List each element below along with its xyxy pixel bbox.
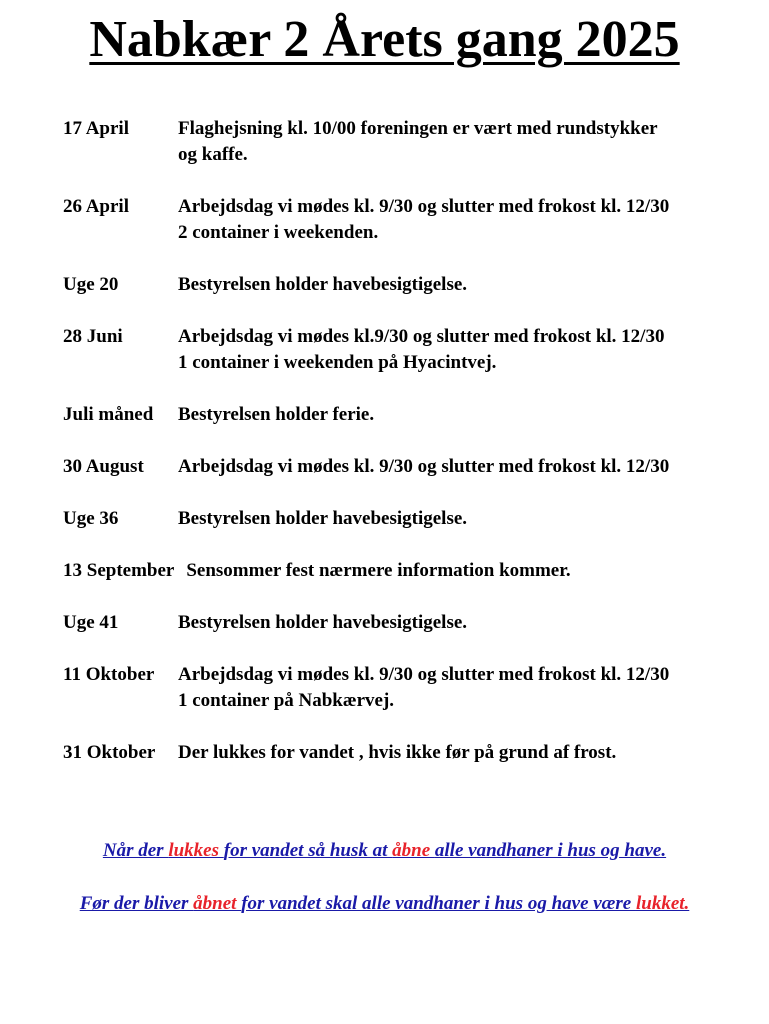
entry-date: 31 Oktober <box>63 742 156 763</box>
water-note-open <box>0 840 769 862</box>
schedule-entry <box>63 454 763 480</box>
schedule-entry <box>63 116 763 168</box>
entry-description <box>178 324 763 376</box>
schedule-entry <box>63 662 763 714</box>
note-text: for vandet skal alle vandhaner i hus og have være <box>241 893 636 914</box>
schedule-entry <box>63 740 763 766</box>
entry-date: 13 September <box>63 560 175 581</box>
entry-description <box>186 558 763 584</box>
entry-description <box>178 116 763 168</box>
entry-line: Arbejdsdag vi mødes kl. 9/30 og slutter med frokost kl. 12/30 <box>178 456 670 477</box>
entry-line: Arbejdsdag vi mødes kl.9/30 og slutter med frokost kl. 12/30 <box>178 326 665 347</box>
entry-line: Bestyrelsen holder ferie. <box>178 404 375 425</box>
entry-line: Der lukkes for vandet , hvis ikke før på grund af frost. <box>178 742 617 763</box>
entry-description <box>178 610 763 636</box>
entry-line: Arbejdsdag vi mødes kl. 9/30 og slutter med frokost kl. 12/30 <box>178 664 670 685</box>
entry-date: Uge 20 <box>63 274 119 295</box>
schedule-entry <box>63 558 763 584</box>
entry-description <box>178 402 763 428</box>
entry-description <box>178 194 763 246</box>
page-title: Nabkær 2 Årets gang 2025 <box>89 11 680 68</box>
entry-line: Bestyrelsen holder havebesigtigelse. <box>178 508 468 529</box>
entry-line: 1 container på Nabkærvej. <box>178 690 395 711</box>
entry-date: Uge 36 <box>63 508 119 529</box>
entry-line: 2 container i weekenden. <box>178 222 379 243</box>
schedule-list <box>63 116 763 792</box>
note-highlight: åbnet <box>193 893 242 914</box>
entry-line: Bestyrelsen holder havebesigtigelse. <box>178 612 468 633</box>
schedule-entry <box>63 324 763 376</box>
entry-date: Juli måned <box>63 404 154 425</box>
note-text: for vandet så husk at <box>223 840 393 861</box>
note-text: alle vandhaner i hus og have. <box>434 840 667 861</box>
note-text: Når der <box>102 840 169 861</box>
entry-description <box>178 272 763 298</box>
entry-line: Sensommer fest nærmere information kommer. <box>186 560 571 581</box>
entry-description <box>178 662 763 714</box>
entry-description <box>178 740 763 766</box>
note-highlight: lukkes <box>168 840 224 861</box>
entry-date: 30 August <box>63 456 144 477</box>
water-note-close <box>0 893 769 915</box>
schedule-entry <box>63 610 763 636</box>
entry-date: 11 Oktober <box>63 664 155 685</box>
entry-line: 1 container i weekenden på Hyacintvej. <box>178 352 497 373</box>
note-text: Før der bliver <box>79 893 194 914</box>
entry-date: 26 April <box>63 196 129 217</box>
entry-description <box>178 506 763 532</box>
schedule-entry <box>63 506 763 532</box>
entry-line: og kaffe. <box>178 144 248 165</box>
note-highlight: lukket. <box>635 893 690 914</box>
entry-line: Flaghejsning kl. 10/00 foreningen er vært med rundstykker <box>178 118 658 139</box>
entry-date: Uge 41 <box>63 612 119 633</box>
entry-date: 28 Juni <box>63 326 123 347</box>
schedule-entry <box>63 194 763 246</box>
note-highlight: åbne <box>392 840 435 861</box>
entry-line: Bestyrelsen holder havebesigtigelse. <box>178 274 468 295</box>
schedule-entry <box>63 272 763 298</box>
entry-line: Arbejdsdag vi mødes kl. 9/30 og slutter med frokost kl. 12/30 <box>178 196 670 217</box>
entry-date: 17 April <box>63 118 129 139</box>
schedule-entry <box>63 402 763 428</box>
entry-description <box>178 454 763 480</box>
